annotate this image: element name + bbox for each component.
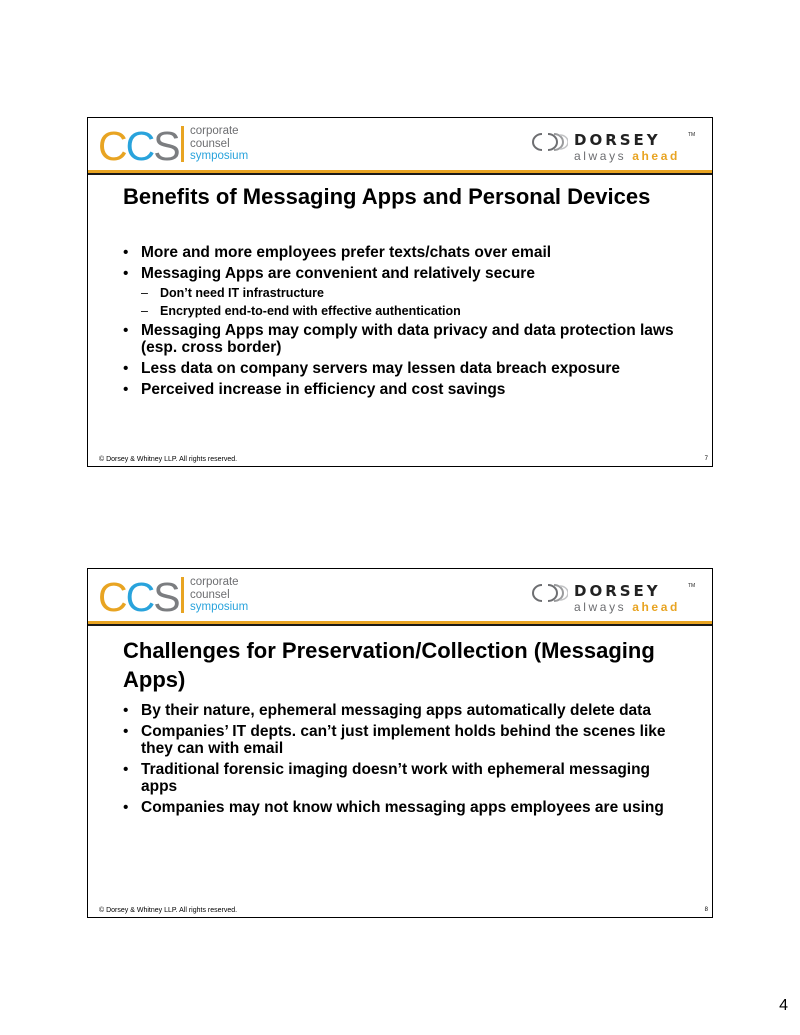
sub-bullet-item: – Encrypted end-to-end with effective authentication <box>141 304 461 318</box>
ccs-logo-words: corporate counsel symposium <box>190 125 249 162</box>
bullet-item: • Messaging Apps may comply with data privacy and data protection laws (esp. cross border) <box>123 322 674 356</box>
header-rule-dark <box>88 173 712 175</box>
slide-body <box>123 244 683 402</box>
slide-header <box>88 569 712 623</box>
dorsey-logo: DORSEY TM always ahead <box>528 581 698 617</box>
bullet-item: • Companies may not know which messaging apps employees are using <box>123 799 664 816</box>
bullet-item: • More and more employees prefer texts/chats over email <box>123 244 552 261</box>
ccs-logo-bar <box>181 577 184 613</box>
dorsey-swoosh-icon <box>528 583 568 603</box>
ccs-logo: CCS <box>98 574 179 620</box>
bullet-item: • Companies’ IT depts. can’t just implement holds behind the scenes like they can with email <box>123 723 666 757</box>
page-number: 4 <box>779 997 788 1014</box>
bullet-item: • By their nature, ephemeral messaging apps automatically delete data <box>123 702 651 719</box>
dorsey-logo: DORSEY TM always ahead <box>528 130 698 166</box>
bullet-item: • Less data on company servers may lessen data breach exposure <box>123 360 621 377</box>
slide-7 <box>87 117 713 467</box>
slide-footer: © Dorsey & Whitney LLP. All rights reserved. <box>99 907 238 914</box>
header-rule-dark <box>88 624 712 626</box>
dorsey-swoosh-icon <box>528 132 568 152</box>
slide-footer: © Dorsey & Whitney LLP. All rights reserved. <box>99 456 238 463</box>
slide-number: 8 <box>704 907 708 913</box>
slide-title: Challenges for Preservation/Collection (Messaging Apps) <box>123 638 655 692</box>
slide-body <box>123 702 683 820</box>
ccs-logo: CCS <box>98 123 179 169</box>
bullet-item: • Traditional forensic imaging doesn’t work with ephemeral messaging apps <box>123 761 651 795</box>
bullet-item: • Messaging Apps are convenient and relatively secure <box>123 265 535 282</box>
slide-8 <box>87 568 713 918</box>
ccs-logo-bar <box>181 126 184 162</box>
slide-title: Benefits of Messaging Apps and Personal Devices <box>123 184 651 209</box>
bullet-item: • Perceived increase in efficiency and cost savings <box>123 381 506 398</box>
sub-bullet-item: – Don’t need IT infrastructure <box>141 286 324 300</box>
slide-header <box>88 118 712 172</box>
slide-number: 7 <box>704 456 708 462</box>
ccs-logo-words: corporate counsel symposium <box>190 576 249 613</box>
